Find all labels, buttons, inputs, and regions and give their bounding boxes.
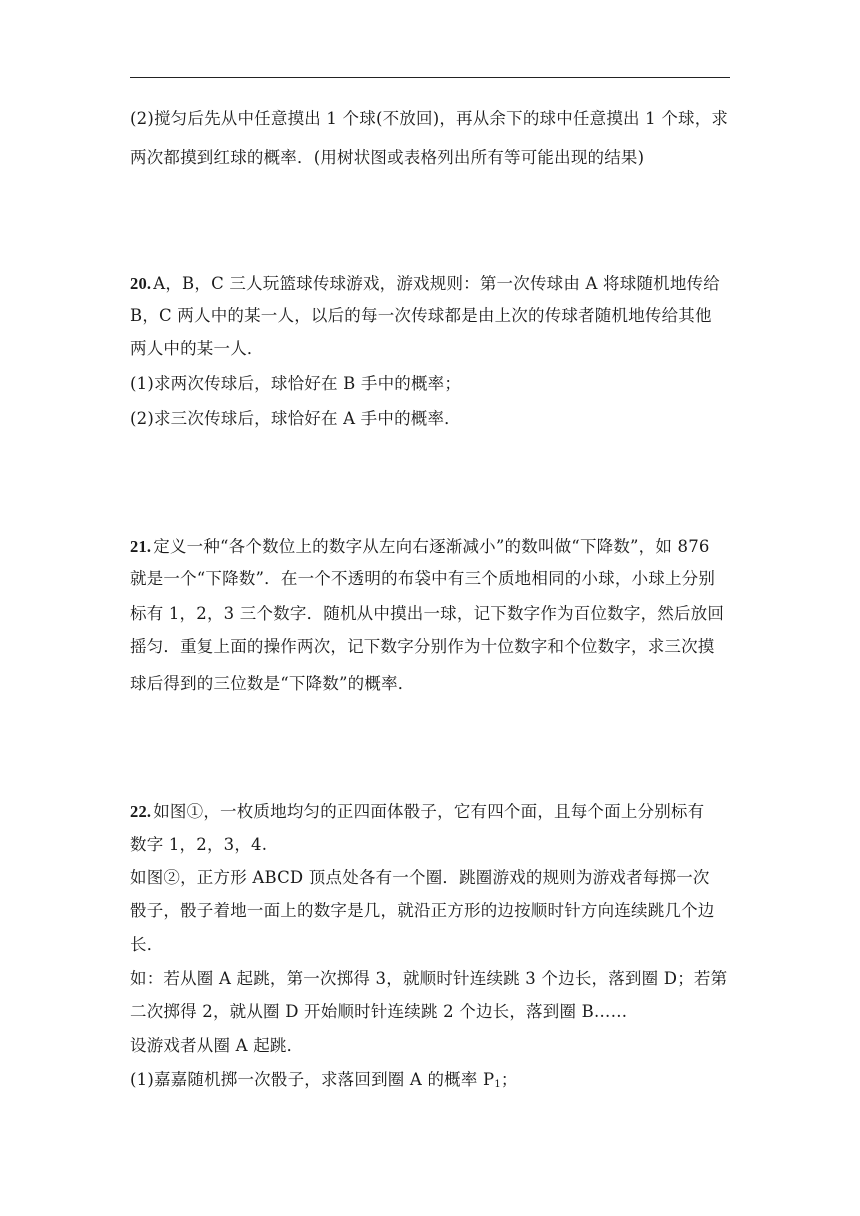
q22-part1-text: (1)嘉嘉随机掷一次骰子，求落回到圈 A 的概率 P bbox=[130, 1070, 495, 1089]
q21-text-line1: 定义一种“各个数位上的数字从左向右逐渐减小”的数叫做“下降数”，如 876 bbox=[153, 537, 710, 556]
q20-number: 20. bbox=[130, 274, 152, 293]
q21-line5: 球后得到的三位数是“下降数”的概率． bbox=[130, 674, 415, 693]
header-rule bbox=[130, 77, 730, 78]
q22-part1 bbox=[130, 1069, 518, 1096]
q22-line7: 二次掷得 2，就从圈 D 开始顺时针连续跳 2 个边长，落到圈 B…… bbox=[130, 1002, 628, 1021]
q20-part2: (2)求三次传球后，球恰好在 A 手中的概率． bbox=[130, 409, 461, 428]
q20-text-line1: A，B，C 三人玩篮球传球游戏，游戏规则：第一次传球由 A 将球随机地传给 bbox=[153, 274, 720, 293]
q20-line2: B，C 两人中的某一人，以后的每一次传球都是由上次的传球者随机地传给其他 bbox=[130, 306, 712, 325]
q22-line5: 长． bbox=[130, 935, 164, 954]
q22-line4: 骰子，骰子着地一面上的数字是几，就沿正方形的边按顺时针方向连续跳几个边 bbox=[130, 901, 715, 920]
q19-part2-line2: 两次都摸到红球的概率．(用树状图或表格列出所有等可能出现的结果) bbox=[130, 148, 645, 167]
q21-line1 bbox=[130, 536, 710, 558]
q21-line2: 就是一个“下降数”．在一个不透明的布袋中有三个质地相同的小球，小球上分别 bbox=[130, 569, 716, 588]
q20-part1: (1)求两次传球后，球恰好在 B 手中的概率； bbox=[130, 374, 462, 393]
q20-line3: 两人中的某一人． bbox=[130, 339, 264, 358]
q20-line1 bbox=[130, 273, 720, 295]
q21-line4: 摇匀．重复上面的操作两次，记下数字分别作为十位数字和个位数字，求三次摸 bbox=[130, 637, 715, 656]
q22-line1 bbox=[130, 801, 704, 823]
q21-number: 21. bbox=[130, 537, 152, 556]
q22-line8: 设游戏者从圈 A 起跳． bbox=[130, 1036, 304, 1055]
q22-part1-subscript: 1 bbox=[494, 1079, 501, 1090]
q22-line3: 如图②，正方形 ABCD 顶点处各有一个圈．跳圈游戏的规则为游戏者每掷一次 bbox=[130, 868, 710, 887]
q22-line2: 数字 1，2，3，4. bbox=[130, 835, 268, 854]
q22-part1-end: ； bbox=[500, 1070, 518, 1089]
q22-number: 22. bbox=[130, 802, 152, 821]
q22-text-line1: 如图①，一枚质地均匀的正四面体骰子，它有四个面，且每个面上分别标有 bbox=[153, 802, 705, 821]
q22-line6: 如：若从圈 A 起跳，第一次掷得 3，就顺时针连续跳 3 个边长，落到圈 D；若第 bbox=[130, 969, 728, 988]
q21-line3: 标有 1，2，3 三个数字．随机从中摸出一球，记下数字作为百位数字，然后放回 bbox=[130, 604, 725, 623]
q19-part2-line1: (2)搅匀后先从中任意摸出 1 个球(不放回)，再从余下的球中任意摸出 1 个球，求 bbox=[130, 109, 729, 128]
